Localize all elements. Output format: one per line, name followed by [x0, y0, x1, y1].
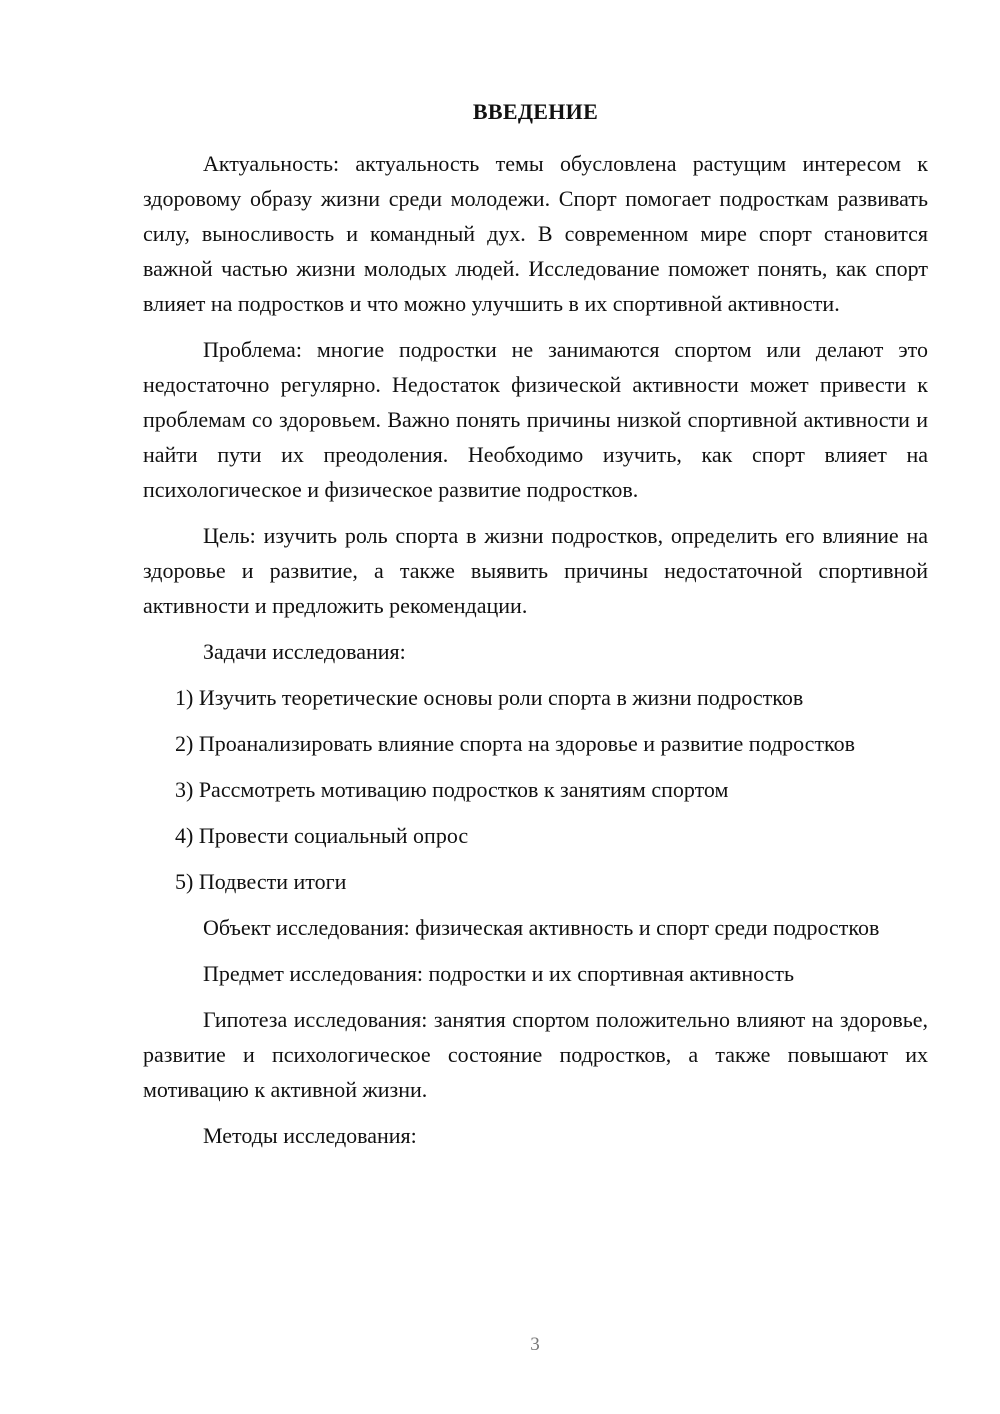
task-list-item: 4) Провести социальный опрос — [175, 823, 469, 848]
paragraph: Актуальность: актуальность темы обусловлена растущим интересом к здоровому образу жизни среди молодежи. Спорт помогает подросткам развивать силу, выносливость и командный дух. В современном мире спорт становится важной частью жизни молодых людей. Исследование поможет понять, как спорт влияет на подростков и что можно улучшить в их спортивной активности. — [143, 151, 928, 316]
page-number: 3 — [530, 1334, 540, 1355]
paragraph: Методы исследования: — [203, 1123, 417, 1148]
document-page — [143, 96, 928, 1164]
task-list-item: 3) Рассмотреть мотивацию подростков к занятиям спортом — [175, 777, 729, 802]
task-list-item: 1) Изучить теоретические основы роли спорта в жизни подростков — [175, 685, 804, 710]
paragraph: Объект исследования: физическая активность и спорт среди подростков — [203, 915, 880, 940]
task-list-item: 5) Подвести итоги — [175, 869, 347, 894]
paragraph: Гипотеза исследования: занятия спортом положительно влияют на здоровье, развитие и психологическое состояние подростков, а также повышают их мотивацию к активной жизни. — [143, 1007, 928, 1102]
paragraph: Цель: изучить роль спорта в жизни подростков, определить его влияние на здоровье и развитие, а также выявить причины недостаточной спортивной активности и предложить рекомендации. — [143, 523, 928, 618]
paragraph: Проблема: многие подростки не занимаются спортом или делают это недостаточно регулярно. Недостаток физической активности может привести к проблемам со здоровьем. Важно понять причины низкой спортивной активности и найти пути их преодоления. Необходимо изучить, как спорт влияет на психологическое и физическое развитие подростков. — [143, 337, 928, 502]
paragraph: Задачи исследования: — [203, 639, 406, 664]
paragraph: Предмет исследования: подростки и их спортивная активность — [203, 961, 795, 986]
body-text — [143, 146, 928, 1153]
task-list-item: 2) Проанализировать влияние спорта на здоровье и развитие подростков — [175, 731, 856, 756]
section-heading: ВВЕДЕНИЕ — [472, 99, 599, 124]
